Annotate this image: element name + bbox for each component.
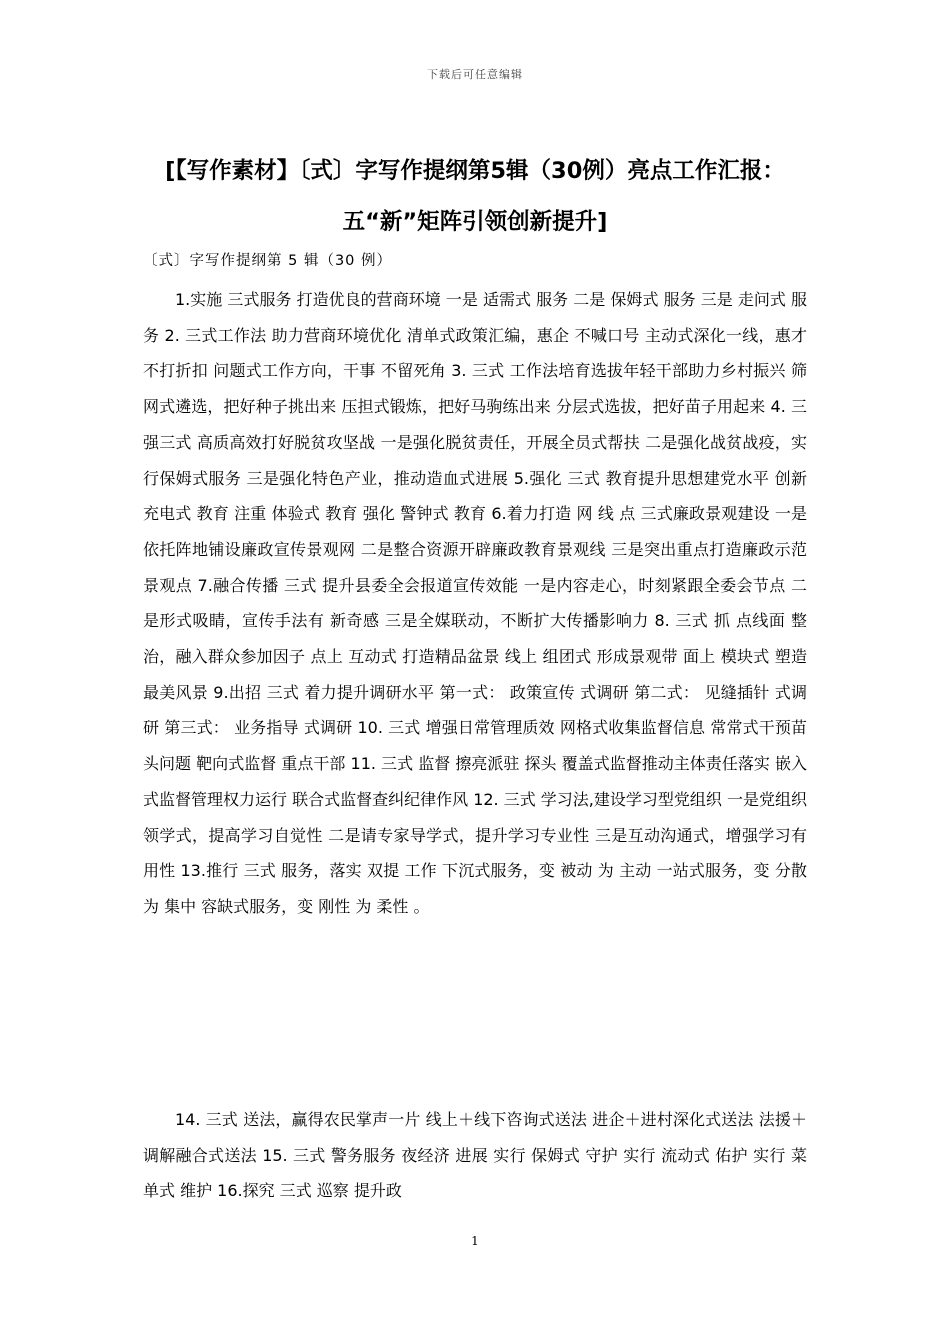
body-paragraph-1: 1.实施 三式服务 打造优良的营商环境 一是 适需式 服务 二是 保姆式 服务 三是 走问式 服务 2. 三式工作法 助力营商环境优化 清单式政策汇编，惠企 不喊口号 主动式深化一线，惠才 不打折扣 问题式工作方向，干事 不留死角 3. 三式 工作法培育选拔年轻干部助力乡村振兴 筛网式遴选，把好种子挑出来 压担式锻炼，把好马驹练出来 分层式选拔，把好苗子用起来 4. 三强三式 高质高效打好脱贫攻坚战 一是强化脱贫责任，开展全员式帮扶 二是强化战贫战疫，实行保姆式服务 三是强化特色产业，推动造血式进展 5.强化 三式 教育提升思想建党水平 创新 充电式 教育 注重 体验式 教育 强化 警钟式 教育 6.着力打造 网 线 点 三式廉政景观建设 一是依托阵地铺设廉政宣传景观网 二是整合资源开辟廉政教育景观线 三是突出重点打造廉政示范景观点 7.融合传播 三式 提升县委全会报道宣传效能 一是内容走心，时刻紧跟全委会节点 二是形式吸睛，宣传手法有 新奇感 三是全媒联动，不断扩大传播影响力 8. 三式 抓 点线面 整治，融入群众参加因子 点上 互动式 打造精品盆景 线上 组团式 形成景观带 面上 模块式 塑造最美风景 9.出招 三式 着力提升调研水平 第一式： 政策宣传 式调研 第二式： 见缝插针 式调研 第三式： 业务指导 式调研 10. 三式 增强日常管理质效 网格式收集监督信息 常常式干预苗头问题 靶向式监督 重点干部 11. 三式 监督 擦亮派驻 探头 覆盖式监督推动主体责任落实 嵌入式监督管理权力运行 联合式监督查纠纪律作风 12. 三式 学习法,建设学习型党组织 一是党组织领学式，提高学习自觉性 二是请专家导学式，提升学习专业性 三是互动沟通式，增强学习有用性 13.推行 三式 服务，落实 双提 工作 下沉式服务，变 被动 为 主动 一站式服务，变 分散 为 集中 容缺式服务，变 刚性 为 柔性 。 <box>143 290 807 916</box>
page-number: 1 <box>471 1234 479 1248</box>
document-title: [【写作素材】〔式〕字写作提纲第5辑（30例）亮点工作汇报：五“新”矩阵引领创新提升] <box>165 158 785 235</box>
document-subtitle: 〔式〕字写作提纲第 5 辑（30 例） <box>143 253 393 269</box>
body-paragraph-2: 14. 三式 送法，赢得农民掌声一片 线上＋线下咨询式送法 进企＋进村深化式送法 法援＋调解融合式送法 15. 三式 警务服务 夜经济 进展 实行 保姆式 守护 实行 流动式 佑护 实行 菜单式 维护 16.探究 三式 巡察 提升政 <box>143 1110 807 1201</box>
header-note: 下载后可任意编辑 <box>427 68 523 81</box>
